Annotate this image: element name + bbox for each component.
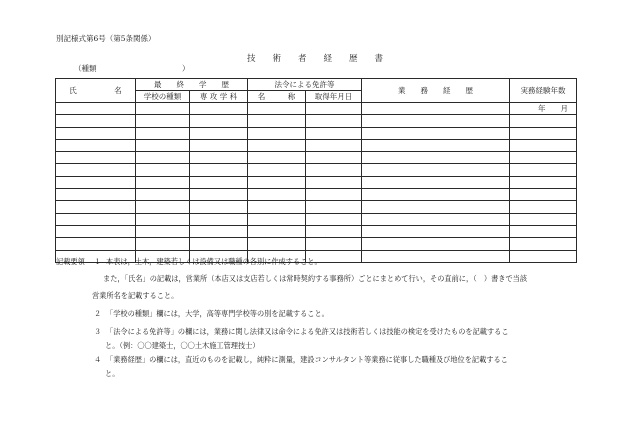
note-3-number: ３ — [94, 327, 102, 336]
cell[interactable] — [306, 176, 362, 188]
cell[interactable] — [190, 176, 248, 188]
cell[interactable] — [510, 189, 577, 201]
cell[interactable] — [190, 189, 248, 201]
table-row — [56, 176, 577, 188]
cell-school-type[interactable] — [136, 103, 190, 115]
cell[interactable] — [136, 238, 190, 250]
table-row — [56, 201, 577, 213]
header-acquired-date: 取得年月日 — [306, 91, 362, 103]
cell[interactable] — [248, 164, 306, 176]
cell[interactable] — [510, 238, 577, 250]
header-row-1 — [56, 79, 577, 91]
cell[interactable] — [510, 213, 577, 225]
cell[interactable] — [362, 127, 510, 139]
cell[interactable] — [510, 164, 577, 176]
header-major: 専 攻 学 科 — [190, 91, 248, 103]
cell[interactable] — [136, 127, 190, 139]
cell[interactable] — [362, 250, 510, 262]
cell[interactable] — [248, 189, 306, 201]
header-education: 最 終 学 歴 — [136, 79, 248, 91]
cell[interactable] — [306, 189, 362, 201]
note-1-number: １ — [94, 257, 102, 266]
cell[interactable] — [56, 225, 136, 237]
note-4-continuation: と。 — [105, 369, 120, 378]
table-row — [56, 164, 577, 176]
cell[interactable] — [190, 152, 248, 164]
cell[interactable] — [306, 238, 362, 250]
header-school-type: 学校の種類 — [136, 91, 190, 103]
cell[interactable] — [56, 213, 136, 225]
cell-years-unit: 年 月 — [510, 103, 577, 115]
cell[interactable] — [190, 225, 248, 237]
cell[interactable] — [362, 189, 510, 201]
cell[interactable] — [510, 201, 577, 213]
table-row — [56, 127, 577, 139]
cell[interactable] — [56, 152, 136, 164]
cell[interactable] — [136, 213, 190, 225]
table-row — [56, 103, 577, 115]
cell[interactable] — [136, 189, 190, 201]
cell[interactable] — [56, 127, 136, 139]
note-4-number: ４ — [94, 355, 102, 364]
cell[interactable] — [510, 139, 577, 151]
cell[interactable] — [306, 127, 362, 139]
cell[interactable] — [56, 115, 136, 127]
cell[interactable] — [510, 152, 577, 164]
cell[interactable] — [248, 152, 306, 164]
cell[interactable] — [136, 201, 190, 213]
kind-close-paren: ） — [182, 64, 190, 73]
cell[interactable] — [56, 238, 136, 250]
cell[interactable] — [190, 238, 248, 250]
cell[interactable] — [136, 139, 190, 151]
note-2-number: ２ — [94, 309, 102, 318]
cell[interactable] — [362, 213, 510, 225]
cell[interactable] — [306, 115, 362, 127]
cell[interactable] — [136, 115, 190, 127]
table-row — [56, 152, 577, 164]
cell[interactable] — [190, 115, 248, 127]
header-license-name: 名 称 — [248, 91, 306, 103]
table-row — [56, 189, 577, 201]
cell[interactable] — [56, 164, 136, 176]
table-row — [56, 115, 577, 127]
cell[interactable] — [248, 201, 306, 213]
cell-major[interactable] — [190, 103, 248, 115]
cell[interactable] — [510, 250, 577, 262]
career-table — [55, 78, 577, 263]
table-row — [56, 238, 577, 250]
cell[interactable] — [136, 176, 190, 188]
cell[interactable] — [248, 225, 306, 237]
cell-career[interactable] — [362, 103, 510, 115]
cell[interactable] — [56, 139, 136, 151]
note-3-continuation: と。（例：〇〇建築士，〇〇土木施工管理技士） — [105, 341, 260, 350]
cell-license-name[interactable] — [248, 103, 306, 115]
cell[interactable] — [248, 176, 306, 188]
cell[interactable] — [306, 164, 362, 176]
cell-acquired-date[interactable] — [306, 103, 362, 115]
cell-name[interactable] — [56, 103, 136, 115]
cell[interactable] — [306, 152, 362, 164]
cell[interactable] — [56, 189, 136, 201]
cell[interactable] — [510, 127, 577, 139]
cell[interactable] — [248, 139, 306, 151]
header-license: 法令による免許等 — [248, 79, 362, 91]
cell[interactable] — [362, 238, 510, 250]
cell[interactable] — [190, 127, 248, 139]
table-row — [56, 213, 577, 225]
cell[interactable] — [362, 115, 510, 127]
cell[interactable] — [510, 115, 577, 127]
cell[interactable] — [190, 164, 248, 176]
table-row — [56, 139, 577, 151]
cell[interactable] — [190, 201, 248, 213]
cell[interactable] — [510, 176, 577, 188]
document-title: 技 術 者 経 歴 書 — [246, 54, 383, 64]
kind-label: （種類 — [74, 64, 97, 73]
cell[interactable] — [248, 115, 306, 127]
notes-heading: 記載要領 — [56, 257, 85, 266]
cell[interactable] — [190, 213, 248, 225]
header-name: 氏 名 — [56, 79, 136, 103]
note-1-text: 本表は，土木，建築若しくは設備又は職種の各別に作成すること。 — [106, 257, 322, 266]
cell[interactable] — [190, 139, 248, 151]
cell[interactable] — [362, 152, 510, 164]
cell[interactable] — [306, 139, 362, 151]
cell[interactable] — [362, 225, 510, 237]
form-code: 別記様式第6号（第5条関係） — [56, 34, 156, 43]
cell[interactable] — [306, 201, 362, 213]
cell[interactable] — [510, 225, 577, 237]
cell[interactable] — [362, 176, 510, 188]
note-1-continuation-2: 営業所名を記載すること。 — [92, 291, 179, 300]
note-3-text: 「法令による免許等」の欄には，業務に関し法律又は命令による免許又は技術若しくは技能の検定を受けたものを記載するこ — [106, 327, 509, 336]
cell[interactable] — [136, 225, 190, 237]
cell[interactable] — [136, 164, 190, 176]
cell[interactable] — [362, 201, 510, 213]
note-2-text: 「学校の種類」欄には，大学，高等専門学校等の別を記載すること。 — [106, 309, 329, 318]
cell[interactable] — [248, 238, 306, 250]
table-row — [56, 225, 577, 237]
header-years: 実務経験年数 — [510, 79, 577, 103]
note-4-text: 「業務経歴」の欄には，直近のものを記載し，純粋に測量，建設コンサルタント等業務に従事した職種及び地位を記載するこ — [106, 355, 508, 364]
note-1-continuation: また，「氏名」の記載は，営業所（本店又は支店若しくは常時契約する事務所）ごとにまとめて行い，その直前に，（ ）書きで当該 — [103, 274, 528, 283]
cell[interactable] — [306, 225, 362, 237]
header-career: 業 務 経 歴 — [362, 79, 510, 103]
cell[interactable] — [362, 164, 510, 176]
cell[interactable] — [362, 139, 510, 151]
cell[interactable] — [306, 213, 362, 225]
cell[interactable] — [248, 127, 306, 139]
cell[interactable] — [56, 176, 136, 188]
cell[interactable] — [56, 201, 136, 213]
cell[interactable] — [248, 213, 306, 225]
cell[interactable] — [136, 152, 190, 164]
